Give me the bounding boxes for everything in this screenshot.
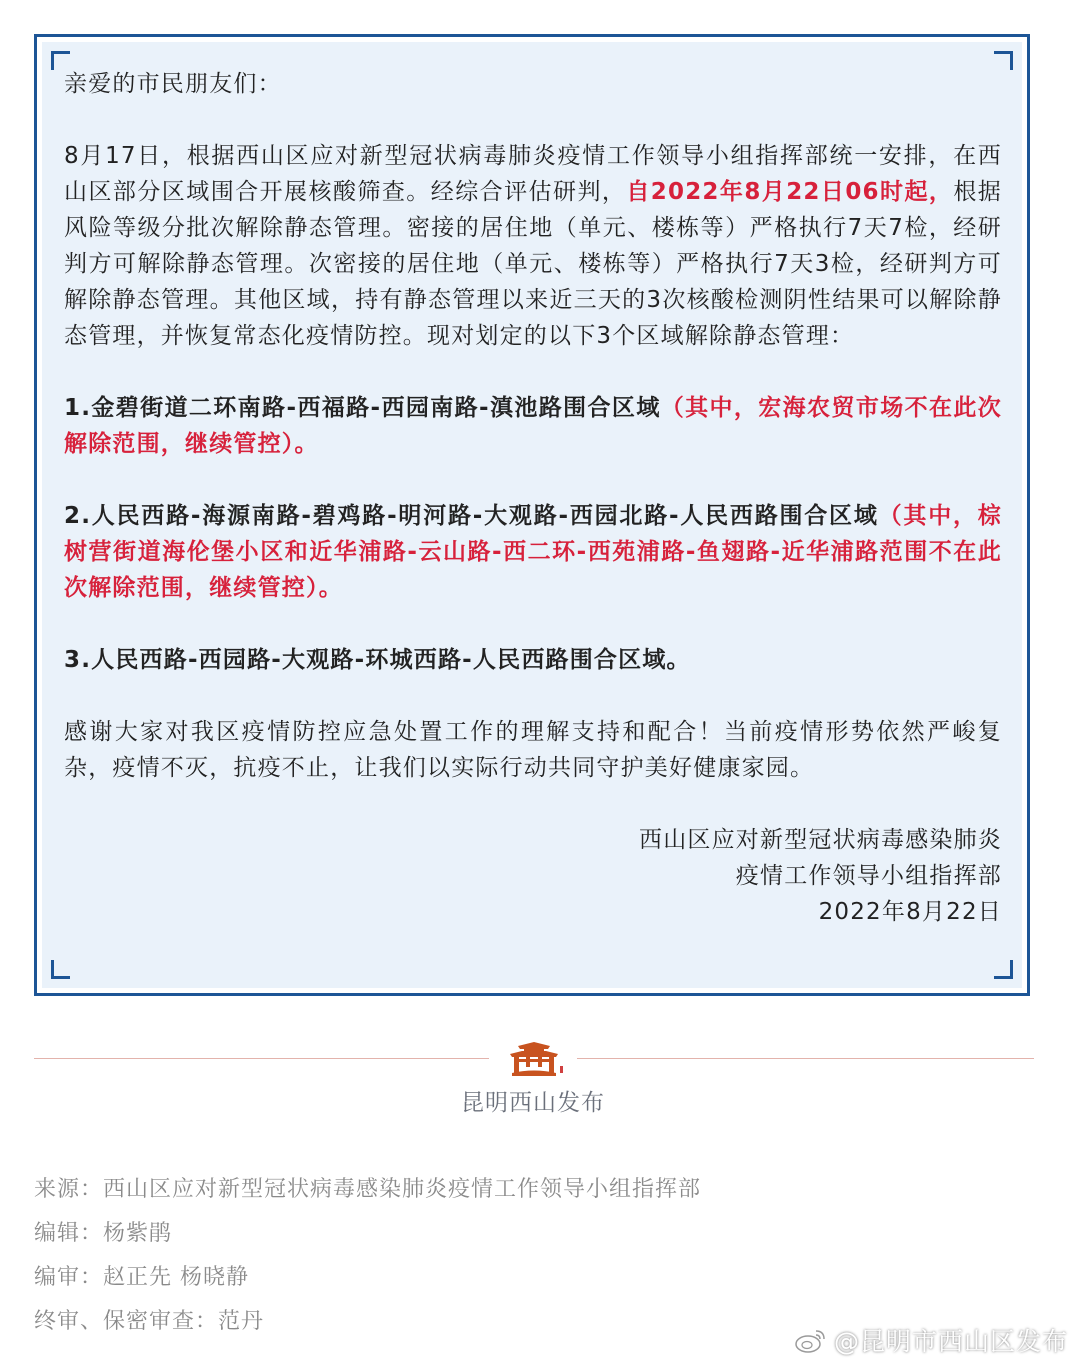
- paragraph-intro: [64, 138, 1002, 354]
- archway-gate-icon: [504, 1040, 564, 1080]
- weibo-watermark: [794, 1322, 1068, 1358]
- divider-line-left: [34, 1058, 489, 1059]
- intro-text: 8月17日，根据西山区应对新型冠状病毒肺炎疫情工作领导小组指挥部统一安排，在西山区部分区域围合开展核酸筛查。经综合评估研判，: [64, 143, 1002, 205]
- area-1-text: 1.金碧街道二环南路-西福路-西园南路-滇池路围合区域: [64, 395, 661, 421]
- corner-decoration-bottom-left: [51, 960, 70, 979]
- watermark-text: @昆明市西山区发布: [833, 1327, 1068, 1356]
- signature-line-1: 西山区应对新型冠状病毒感染肺炎: [639, 827, 1002, 853]
- area-item-3: [64, 642, 1002, 678]
- credits-block: [34, 1168, 701, 1344]
- area-2-text: 2.人民西路-海源南路-碧鸡路-明河路-大观路-西园北路-人民西路围合区域: [64, 503, 879, 529]
- divider-line-right: [577, 1058, 1034, 1059]
- greeting: 亲爱的市民朋友们：: [64, 71, 282, 97]
- credit-editor: 编辑：杨紫鹃: [34, 1221, 173, 1246]
- signature-date: 2022年8月22日: [818, 899, 1002, 925]
- weibo-logo-icon: [794, 1325, 828, 1355]
- brand-name: 昆明西山发布: [461, 1090, 605, 1116]
- closing-paragraph: 感谢大家对我区疫情防控应急处置工作的理解支持和配合！当前疫情形势依然严峻复杂，疫情不灭，抗疫不止，让我们以实际行动共同守护美好健康家园。: [64, 719, 1002, 781]
- signature-line-2: 疫情工作领导小组指挥部: [735, 863, 1002, 889]
- area-2-note: （其中，棕树营街道海伦堡小区和近华浦路-云山路-西二环-西苑浦路-鱼翅路-近华浦路范围不在此次解除范围，继续管控）。: [64, 503, 1002, 601]
- credit-reviewer: 编审：赵正先 杨晓静: [34, 1265, 249, 1290]
- intro-text-continued: 根据风险等级分批次解除静态管理。密接的居住地（单元、楼栋等）严格执行7天7检，经研判方可解除静态管理。次密接的居住地（单元、楼栋等）严格执行7天3检，经研判方可解除静态管理。其他区域，持有静态管理以来近三天的3次核酸检测阴性结果可以解除静态管理，并恢复常态化疫情防控。现对划定的以下3个区域解除静态管理：: [64, 179, 1002, 349]
- area-item-2: [64, 498, 1002, 606]
- effective-time-highlight: 自2022年8月22日06时起，: [626, 179, 954, 205]
- corner-decoration-bottom-right: [994, 960, 1013, 979]
- credit-source: 来源：西山区应对新型冠状病毒感染肺炎疫情工作领导小组指挥部: [34, 1177, 702, 1202]
- notice-box: [34, 34, 1030, 996]
- area-1-note: （其中，宏海农贸市场不在此次解除范围，继续管控）。: [64, 395, 1002, 457]
- credit-final-review: 终审、保密审查：范丹: [34, 1309, 265, 1334]
- footer-divider: [34, 1040, 1034, 1080]
- notice-inner: [42, 42, 1022, 988]
- area-item-1: [64, 390, 1002, 462]
- area-3-text: 3.人民西路-西园路-大观路-环城西路-人民西路围合区域。: [64, 647, 691, 673]
- notice-content: [64, 66, 1002, 930]
